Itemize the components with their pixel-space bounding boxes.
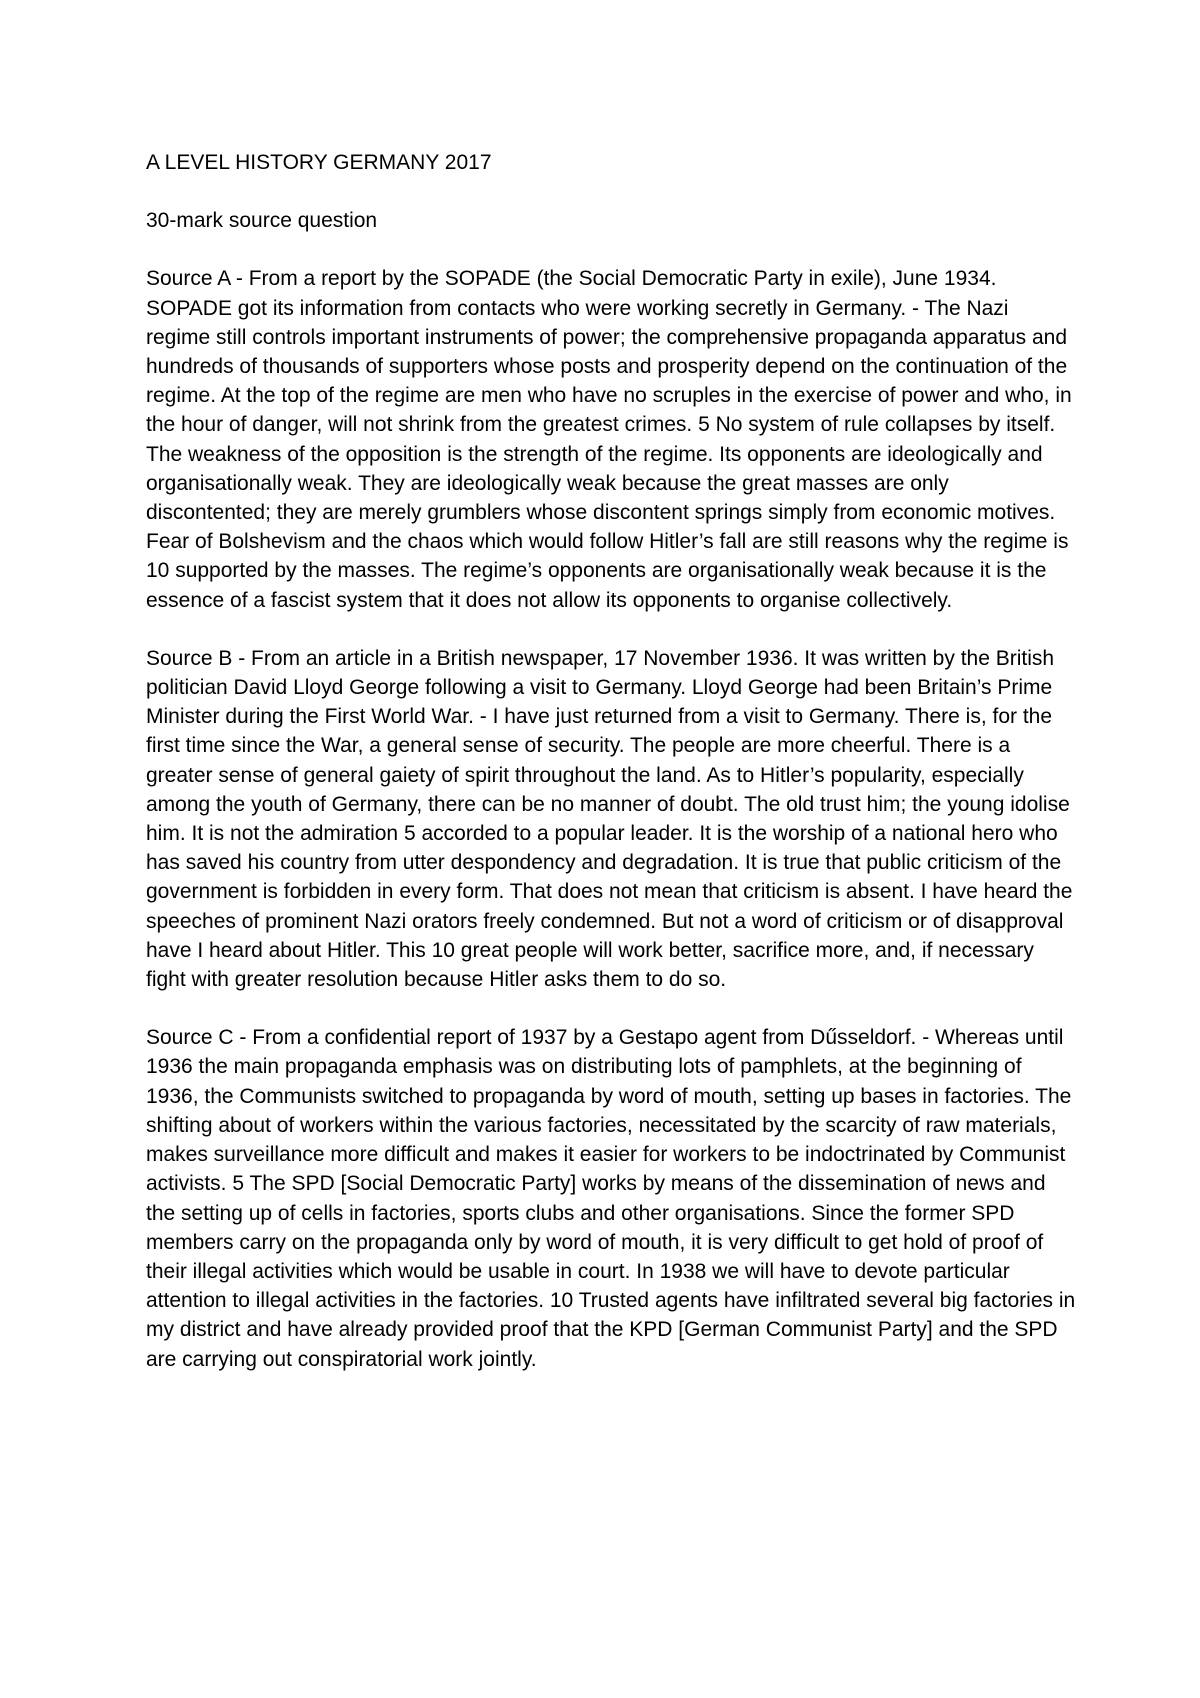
document-title: A LEVEL HISTORY GERMANY 2017 xyxy=(146,151,492,174)
source-b-paragraph: Source B - From an article in a British newspaper, 17 November 1936. It was written by the British politician David Lloyd George following a visit to Germany. Lloyd George had been Britain’s Prime Minister during the First World War. - I have just returned from a visit to Germany. There is, for the first time since the War, a general sense of security. The people are more cheerful. There is a greater sense of general gaiety of spirit throughout the land. As to Hitler’s popularity, especially among the youth of Germany, there can be no manner of doubt. The old trust him; the young idolise him. It is not the admiration 5 accorded to a popular leader. It is the worship of a national hero who has saved his country from utter despondency and degradation. It is true that public criticism of the government is forbidden in every form. That does not mean that criticism is absent. I have heard the speeches of prominent Nazi orators freely condemned. But not a word of criticism or of disapproval have I heard about Hitler. This 10 great people will work better, sacrifice more, and, if necessary fight with greater resolution because Hitler asks them to do so. xyxy=(146,646,1073,992)
source-a-paragraph: Source A - From a report by the SOPADE (the Social Democratic Party in exile), June 1934. SOPADE got its information from contacts who were working secretly in Germany. - The Nazi regime still controls important instruments of power; the comprehensive propaganda apparatus and hundreds of thousands of supporters whose posts and prosperity depend on the continuation of the regime. At the top of the regime are men who have no scruples in the exercise of power and who, in the hour of danger, will not shrink from the greatest crimes. 5 No system of rule collapses by itself. The weakness of the opposition is the strength of the regime. Its opponents are ideologically and organisationally weak. They are ideologically weak because the great masses are only discontented; they are merely grumblers whose discontent springs simply from economic motives. Fear of Bolshevism and the chaos which would follow Hitler’s fall are still reasons why the regime is 10 supported by the masses. The regime’s opponents are organisationally weak because it is the essence of a fascist system that it does not allow its opponents to organise collectively. xyxy=(146,267,1072,612)
document-page xyxy=(146,148,1076,1403)
source-c-paragraph: Source C - From a confidential report of 1937 by a Gestapo agent from Dűsseldorf. - Whereas until 1936 the main propaganda emphasis was on distributing lots of pamphlets, at the beginning of 1936, the Communists switched to propaganda by word of mouth, setting up bases in factories. The shifting about of workers within the various factories, necessitated by the scarcity of raw materials, makes surveillance more difficult and makes it easier for workers to be indoctrinated by Communist activists. 5 The SPD [Social Democratic Party] works by means of the dissemination of news and the setting up of cells in factories, sports clubs and other organisations. Since the former SPD members carry on the propaganda only by word of mouth, it is very difficult to get hold of proof of their illegal activities which would be usable in court. In 1938 we will have to devote particular attention to illegal activities in the factories. 10 Trusted agents have infiltrated several big factories in my district and have already provided proof that the KPD [German Communist Party] and the SPD are carrying out conspiratorial work jointly. xyxy=(146,1026,1076,1371)
document-subtitle: 30-mark source question xyxy=(146,209,378,233)
